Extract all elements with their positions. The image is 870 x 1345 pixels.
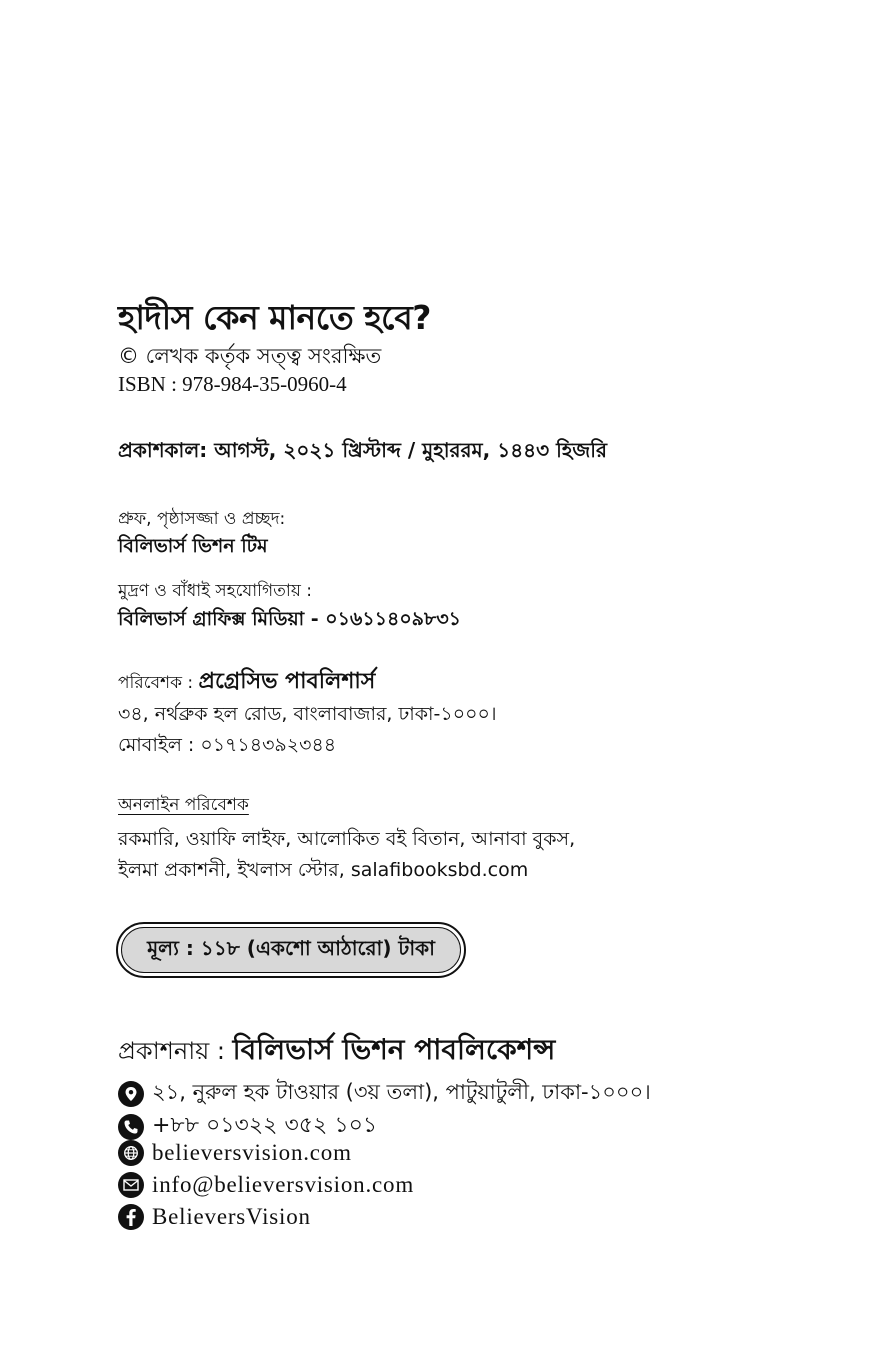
distributor-mobile: মোবাইল : ০১৭১৪৩৯২৩৪৪: [118, 734, 337, 756]
publisher-name: বিলিভার্স ভিশন পাবলিকেশন্স: [232, 1033, 556, 1066]
publisher-phone: +৮৮ ০১৩২২ ৩৫২ ১০১: [152, 1113, 378, 1138]
distributor-label: পরিবেশক :: [118, 673, 199, 693]
online-line-2: ইলমা প্রকাশনী, ইখলাস স্টোর, salafibooksbd.com: [118, 859, 529, 881]
publisher-address: ২১, নুরুল হক টাওয়ার (৩য় তলা), পাটুয়াটুলী, ঢাকা-১০০০।: [152, 1080, 651, 1104]
print-value: বিলিভার্স গ্রাফিক্স মিডিয়া - ০১৬১১৪০৯৮৩১: [118, 608, 462, 630]
proof-label: প্রুফ, পৃষ্ঠাসজ্জা ও প্রচ্ছদ:: [118, 509, 286, 529]
publication-date: প্রকাশকাল: আগস্ট, ২০২১ খ্রিস্টাব্দ / মুহাররম, ১৪৪৩ হিজরি: [118, 438, 607, 462]
distributor-line: [118, 664, 375, 701]
book-title: হাদীস কেন মানতে হবে?: [118, 298, 431, 337]
isbn: ISBN : 978-984-35-0960-4: [118, 372, 347, 396]
copyright-notice: © লেখক কর্তৃক সত্ত্ব সংরক্ষিত: [118, 344, 382, 368]
phone-icon: [118, 1114, 144, 1140]
online-label: অনলাইন পরিবেশক: [118, 795, 249, 815]
publisher-facebook[interactable]: BelieversVision: [152, 1204, 311, 1229]
email-row: [118, 1172, 414, 1198]
online-line-1: রকমারি, ওয়াফি লাইফ, আলোকিত বই বিতান, আনাবা বুকস,: [118, 828, 576, 850]
address-row: [118, 1076, 651, 1111]
proof-team: বিলিভার্স ভিশন টিম: [118, 535, 268, 557]
publisher-website[interactable]: believersvision.com: [152, 1140, 352, 1165]
publisher-line: [118, 1028, 555, 1075]
distributor-address: ৩৪, নর্থব্রুক হল রোড, বাংলাবাজার, ঢাকা-১০০০।: [118, 703, 497, 725]
publisher-email[interactable]: info@believersvision.com: [152, 1172, 415, 1197]
globe-icon: [118, 1140, 144, 1166]
facebook-row: [118, 1204, 311, 1230]
facebook-icon: [118, 1204, 144, 1230]
price-text: মূল্য : ১১৮ (একশো আঠারো) টাকা: [121, 927, 461, 973]
email-icon: [118, 1172, 144, 1198]
publisher-label: প্রকাশনায় :: [118, 1037, 233, 1065]
website-row: [118, 1140, 352, 1166]
price-box: [116, 922, 466, 978]
print-label: মুদ্রণ ও বাঁধাই সহযোগিতায় :: [118, 581, 312, 601]
distributor-name: প্রগ্রেসিভ পাবলিশার্স: [198, 669, 376, 694]
location-icon: [118, 1081, 144, 1107]
